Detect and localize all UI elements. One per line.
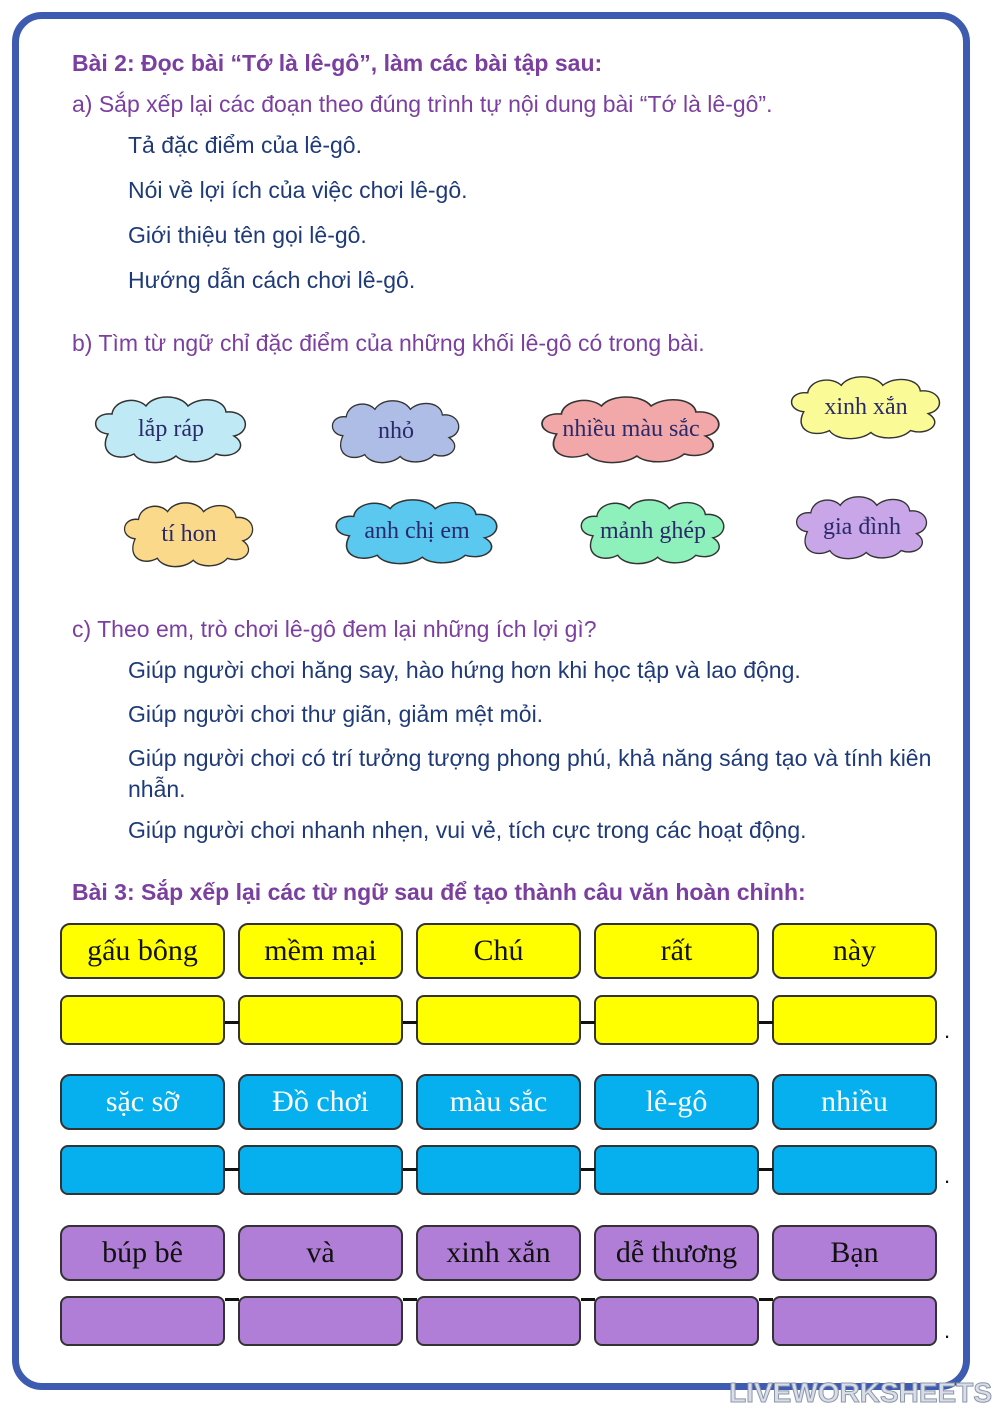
word-tile[interactable]: Chú xyxy=(416,923,581,979)
answer-slot[interactable] xyxy=(416,1145,581,1195)
word-cloud[interactable] xyxy=(326,398,466,464)
slot-connector xyxy=(225,1298,239,1301)
answer-slot[interactable] xyxy=(772,1296,937,1346)
benefit-item[interactable]: Giúp người chơi thư giãn, giảm mệt mỏi. xyxy=(128,701,544,727)
sentence-period: . xyxy=(944,1018,951,1043)
answer-slot[interactable] xyxy=(594,995,759,1045)
benefit-item[interactable]: Giúp người chơi có trí tưởng tượng phong phú, khả năng sáng tạo và tính kiên nhẫn. xyxy=(128,745,932,802)
word-tile[interactable]: lê-gô xyxy=(594,1074,759,1130)
answer-slot[interactable] xyxy=(238,995,403,1045)
order-item[interactable]: Tả đặc điểm của lê-gô. xyxy=(128,132,362,158)
word-tile[interactable]: búp bê xyxy=(60,1225,225,1281)
sentence-period: . xyxy=(944,1318,951,1343)
answer-slot[interactable] xyxy=(772,1145,937,1195)
answer-slot[interactable] xyxy=(60,995,225,1045)
question-b: b) Tìm từ ngữ chỉ đặc điểm của những khối lê-gô có trong bài. xyxy=(72,330,705,356)
word-tile[interactable]: mềm mại xyxy=(238,923,403,979)
slot-connector xyxy=(403,1021,417,1024)
answer-slot[interactable] xyxy=(238,1296,403,1346)
slot-connector xyxy=(581,1298,595,1301)
slot-connector xyxy=(403,1298,417,1301)
word-tile[interactable]: và xyxy=(238,1225,403,1281)
cloud-label: anh chị em xyxy=(364,517,470,544)
question-c: c) Theo em, trò chơi lê-gô đem lại những ích lợi gì? xyxy=(72,616,597,642)
word-tile[interactable]: xinh xắn xyxy=(416,1225,581,1281)
word-tile[interactable]: rất xyxy=(594,923,759,979)
slot-connector xyxy=(581,1168,595,1171)
cloud-label: mảnh ghép xyxy=(600,517,706,544)
answer-slot[interactable] xyxy=(594,1145,759,1195)
slot-connector xyxy=(759,1021,773,1024)
word-tile[interactable]: này xyxy=(772,923,937,979)
word-cloud[interactable] xyxy=(328,497,506,565)
benefit-item[interactable]: Giúp người chơi hăng say, hào hứng hơn khi học tập và lao động. xyxy=(128,657,801,683)
order-item[interactable]: Nói về lợi ích của việc chơi lê-gô. xyxy=(128,177,468,203)
cloud-label: tí hon xyxy=(161,520,217,547)
slot-connector xyxy=(225,1168,239,1171)
slot-connector xyxy=(759,1298,773,1301)
benefit-item[interactable]: Giúp người chơi nhanh nhẹn, vui vẻ, tích cực trong các hoạt động. xyxy=(128,817,807,843)
sentence-period: . xyxy=(944,1163,951,1188)
word-tile[interactable]: màu sắc xyxy=(416,1074,581,1130)
word-cloud[interactable] xyxy=(88,394,254,464)
slot-connector xyxy=(403,1168,417,1171)
word-tile[interactable]: dễ thương xyxy=(594,1225,759,1281)
liveworksheets-logo: LIVEWORKSHEETS xyxy=(729,1377,992,1408)
answer-slot[interactable] xyxy=(594,1296,759,1346)
word-cloud[interactable] xyxy=(790,494,934,560)
word-tile[interactable]: gấu bông xyxy=(60,923,225,979)
answer-slot[interactable] xyxy=(772,995,937,1045)
word-tile[interactable]: nhiều xyxy=(772,1074,937,1130)
bai2-title: Bài 2: Đọc bài “Tớ là lê-gô”, làm các bài tập sau: xyxy=(72,50,603,76)
order-item[interactable]: Hướng dẫn cách chơi lê-gô. xyxy=(128,267,416,293)
cloud-label: xinh xắn xyxy=(824,393,908,420)
word-tile[interactable]: sặc sỡ xyxy=(60,1074,225,1130)
slot-connector xyxy=(581,1021,595,1024)
word-cloud[interactable] xyxy=(118,500,260,568)
word-cloud[interactable] xyxy=(574,497,732,565)
answer-slot[interactable] xyxy=(416,1296,581,1346)
cloud-label: lắp ráp xyxy=(138,415,204,442)
word-cloud[interactable] xyxy=(784,374,948,440)
cloud-label: nhỏ xyxy=(378,417,414,444)
slot-connector xyxy=(225,1021,239,1024)
question-a: a) Sắp xếp lại các đoạn theo đúng trình tự nội dung bài “Tớ là lê-gô”. xyxy=(72,91,773,117)
word-cloud[interactable] xyxy=(533,394,729,464)
answer-slot[interactable] xyxy=(238,1145,403,1195)
slot-connector xyxy=(759,1168,773,1171)
cloud-label: gia đình xyxy=(823,513,901,540)
word-tile[interactable]: Đồ chơi xyxy=(238,1074,403,1130)
word-tile[interactable]: Bạn xyxy=(772,1225,937,1281)
answer-slot[interactable] xyxy=(60,1296,225,1346)
answer-slot[interactable] xyxy=(416,995,581,1045)
bai3-title: Bài 3: Sắp xếp lại các từ ngữ sau để tạo thành câu văn hoàn chỉnh: xyxy=(72,879,806,905)
cloud-label: nhiều màu sắc xyxy=(562,415,700,442)
answer-slot[interactable] xyxy=(60,1145,225,1195)
order-item[interactable]: Giới thiệu tên gọi lê-gô. xyxy=(128,222,367,248)
